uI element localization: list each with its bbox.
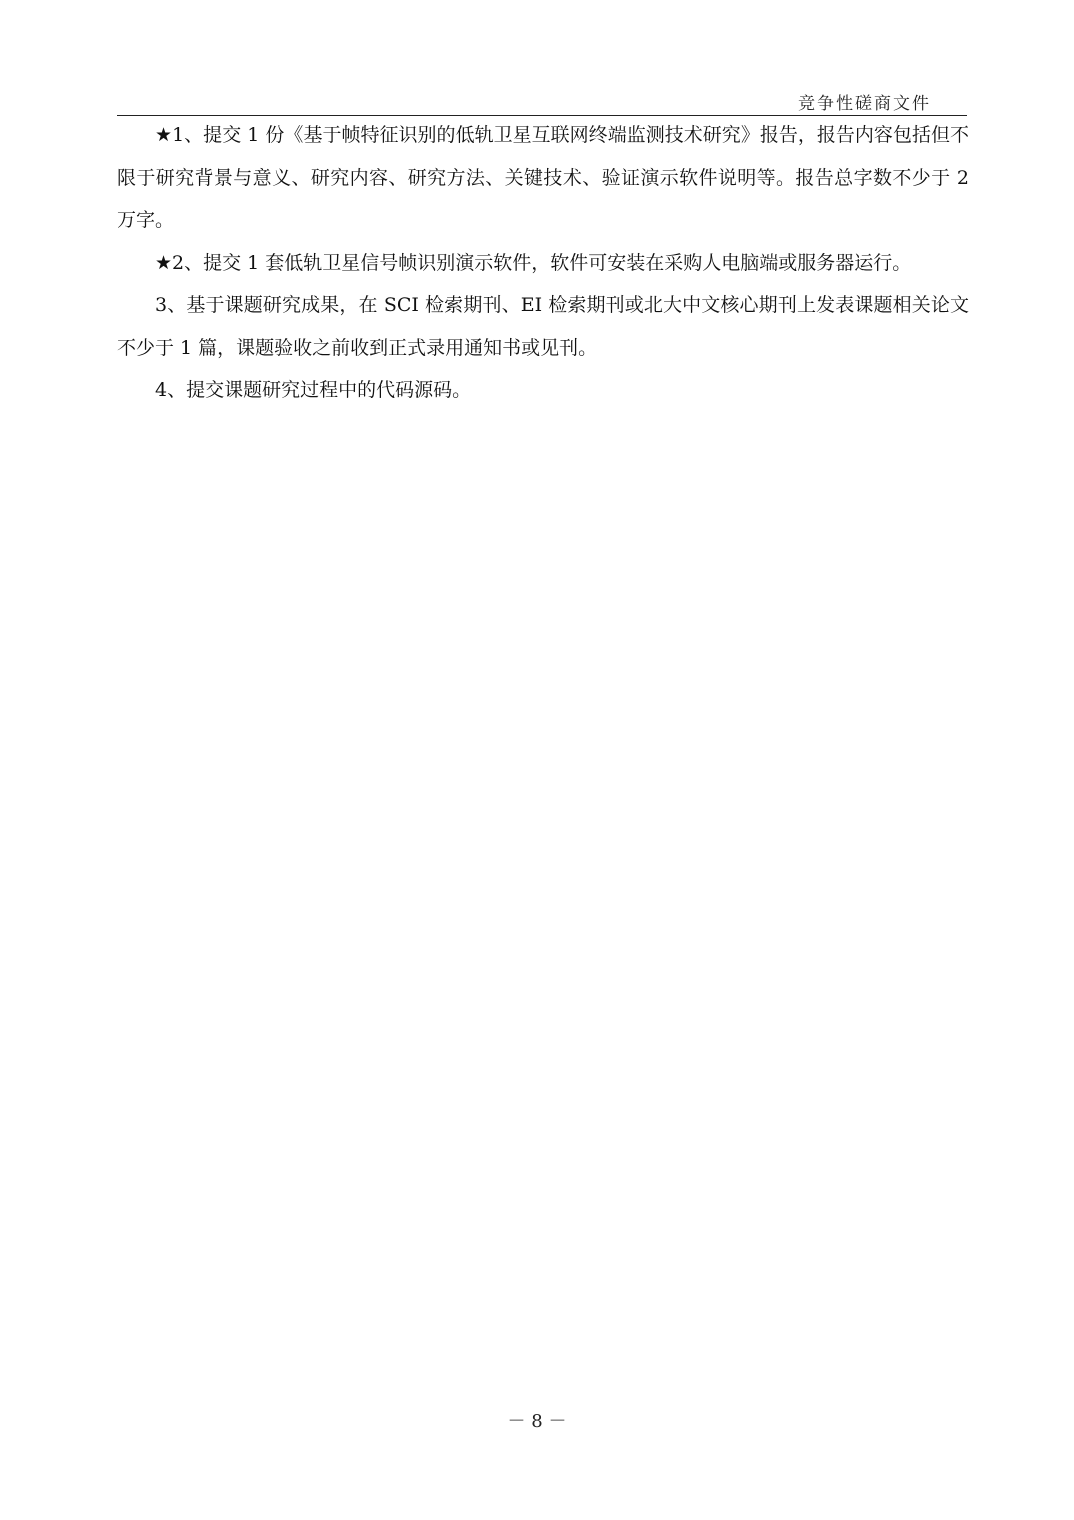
document-body: [117, 114, 969, 412]
requirement-paragraph-4: [117, 369, 969, 412]
requirement-text-1: 1、提交 1 份《基于帧特征识别的低轨卫星互联网终端监测技术研究》报告，报告内容包括但不限于研究背景与意义、研究内容、研究方法、关键技术、验证演示软件说明等。报告总字数不少于 2 万字。: [117, 124, 969, 231]
star-icon: ★: [155, 251, 173, 274]
requirement-text-4: 4、提交课题研究过程中的代码源码。: [155, 379, 472, 401]
requirement-paragraph-1: [117, 114, 969, 242]
requirement-text-2: 2、提交 1 套低轨卫星信号帧识别演示软件，软件可安装在采购人电脑端或服务器运行。: [172, 251, 912, 274]
header-title: 竞争性磋商文件: [798, 94, 931, 114]
requirement-paragraph-3: [117, 284, 969, 369]
page-number: － 8 －: [507, 1411, 567, 1432]
star-icon: ★: [155, 124, 173, 146]
requirement-paragraph-2: [117, 242, 969, 285]
requirement-text-3: 3、基于课题研究成果，在 SCI 检索期刊、EI 检索期刊或北大中文核心期刊上发表课题相关论文不少于 1 篇，课题验收之前收到正式录用通知书或见刊。: [117, 294, 969, 359]
